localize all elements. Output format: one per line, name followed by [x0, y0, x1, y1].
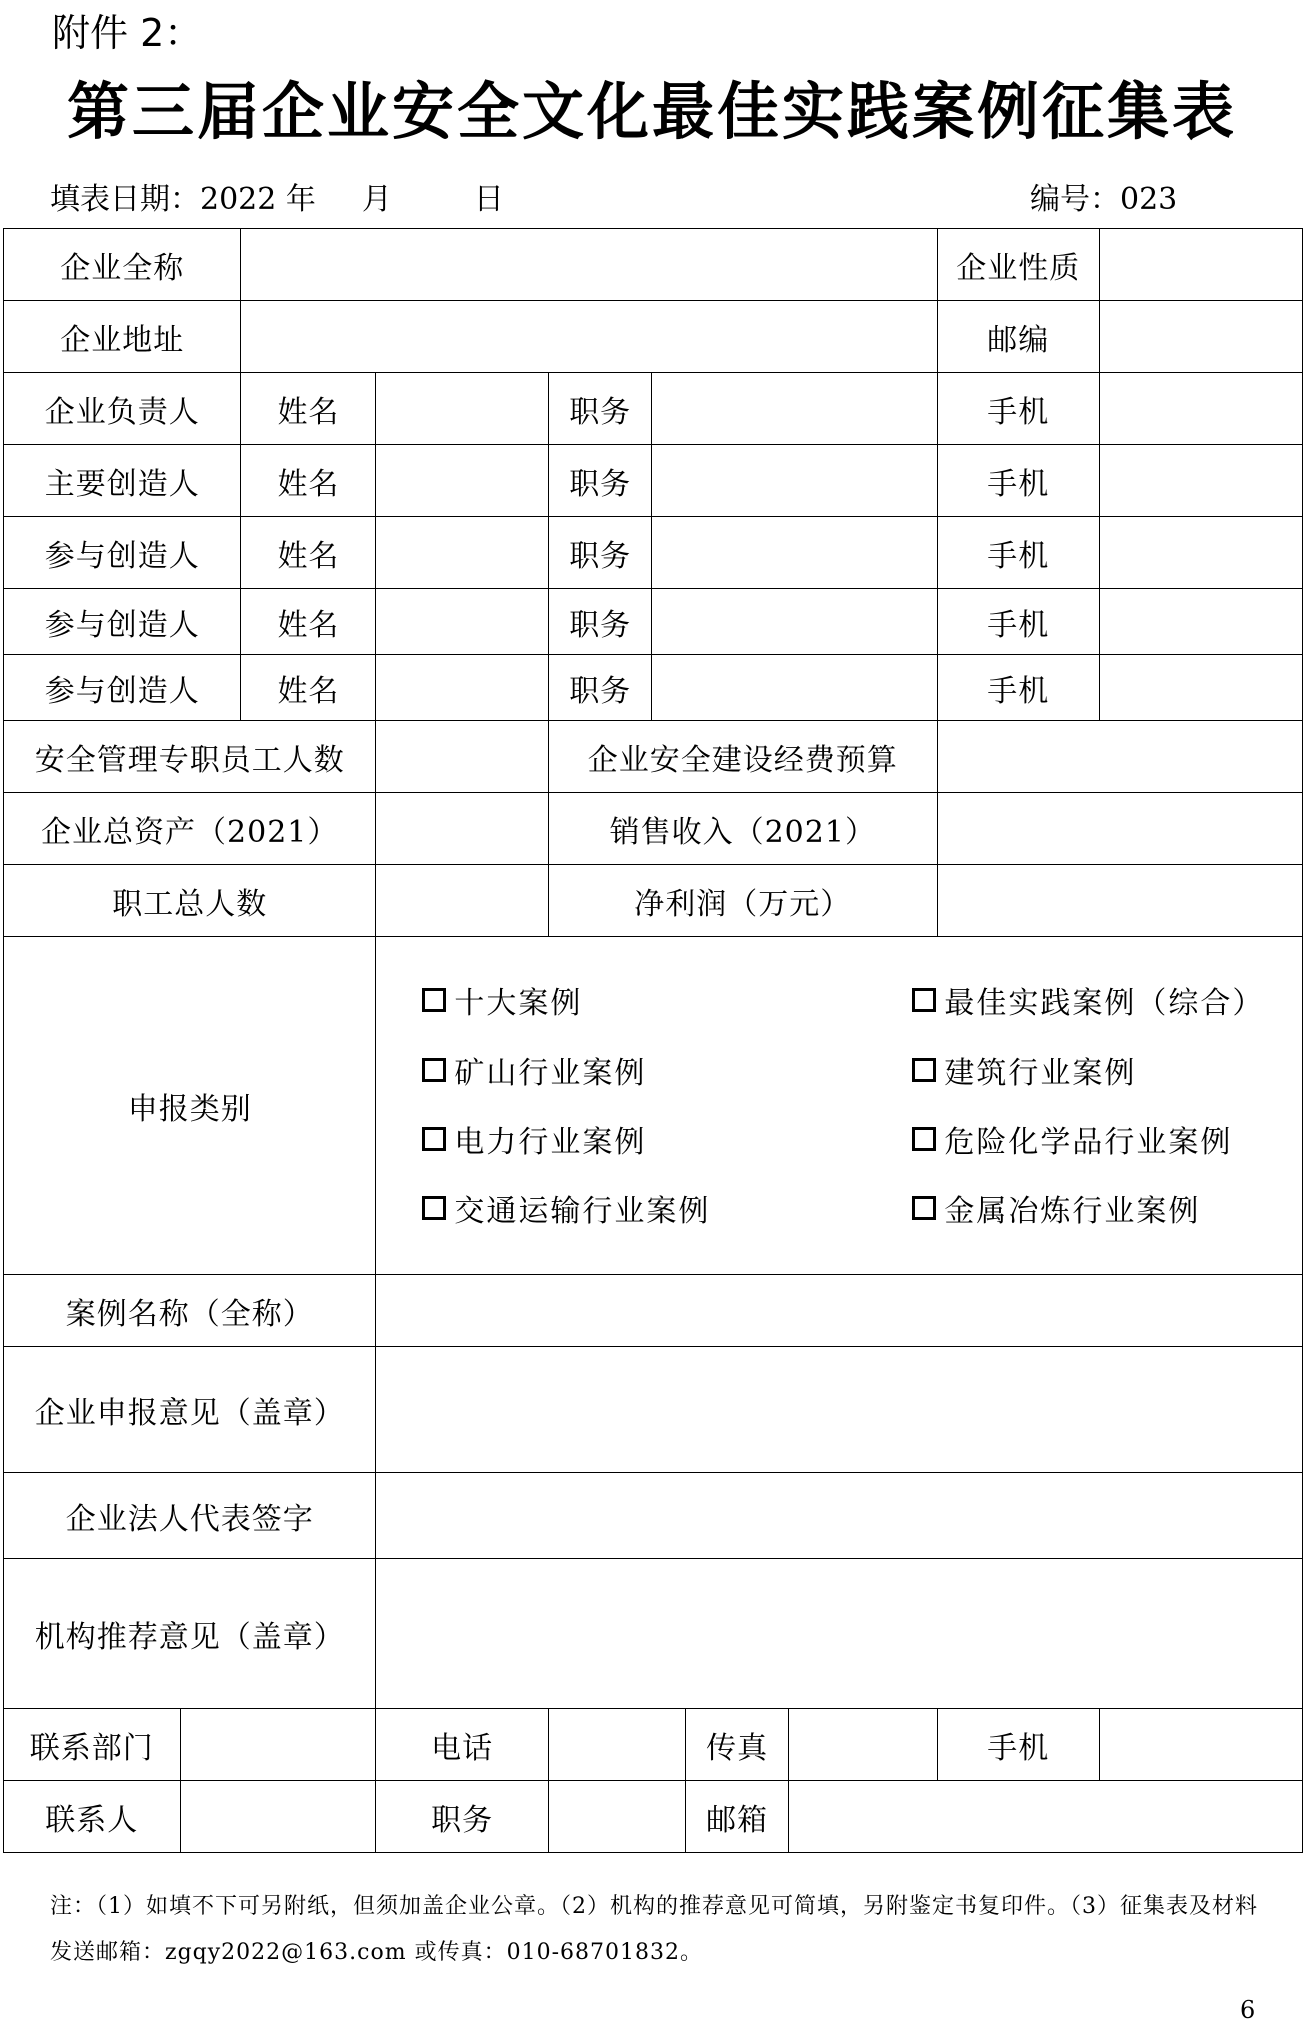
category-option[interactable]: [912, 1048, 1136, 1092]
input-email[interactable]: [789, 1781, 1303, 1853]
input-phone[interactable]: [548, 1709, 685, 1781]
row-participant-3: [4, 655, 1303, 721]
category-label: 建筑行业案例: [944, 1055, 1137, 1091]
label-participant: 参与创造人: [4, 589, 241, 655]
attachment-label: 附件 2：: [52, 11, 203, 55]
row-contact-person: [4, 1781, 1303, 1853]
label-position: 职务: [548, 655, 652, 721]
label-position: 职务: [548, 373, 652, 445]
fill-date-day: 日: [473, 182, 504, 217]
input-safety-budget[interactable]: [937, 721, 1302, 793]
input-fax[interactable]: [789, 1709, 937, 1781]
label-legal-rep-signature: 企业法人代表签字: [4, 1473, 376, 1559]
checkbox-icon[interactable]: [912, 1196, 936, 1220]
input-responsible-mobile[interactable]: [1099, 373, 1302, 445]
input-participant3-name[interactable]: [376, 655, 549, 721]
label-mobile: 手机: [937, 517, 1099, 589]
input-postcode[interactable]: [1099, 301, 1302, 373]
checkbox-icon[interactable]: [912, 988, 936, 1012]
category-label: 交通运输行业案例: [454, 1193, 711, 1229]
label-case-name: 案例名称（全称）: [4, 1275, 376, 1347]
label-total-assets: 企业总资产（2021）: [4, 793, 376, 865]
label-mobile: 手机: [937, 655, 1099, 721]
input-total-assets[interactable]: [376, 793, 549, 865]
label-company-name: 企业全称: [4, 229, 241, 301]
input-responsible-position[interactable]: [652, 373, 937, 445]
label-name: 姓名: [241, 373, 376, 445]
label-contact-dept: 联系部门: [4, 1709, 181, 1781]
category-label: 危险化学品行业案例: [944, 1124, 1233, 1160]
input-participant3-position[interactable]: [652, 655, 937, 721]
label-mobile: 手机: [937, 1709, 1099, 1781]
label-mobile: 手机: [937, 589, 1099, 655]
label-postcode: 邮编: [937, 301, 1099, 373]
fill-date-year: 填表日期：2022 年: [50, 182, 316, 217]
category-label: 金属冶炼行业案例: [944, 1193, 1201, 1229]
checkbox-icon[interactable]: [912, 1058, 936, 1082]
label-safety-staff-count: 安全管理专职员工人数: [4, 721, 376, 793]
label-company-opinion: 企业申报意见（盖章）: [4, 1347, 376, 1473]
category-option[interactable]: [422, 978, 582, 1022]
input-company-opinion[interactable]: [376, 1347, 1303, 1473]
row-company-opinion: [4, 1347, 1303, 1473]
category-label: 矿山行业案例: [454, 1055, 647, 1091]
checkbox-icon[interactable]: [912, 1127, 936, 1151]
label-mobile: 手机: [937, 373, 1099, 445]
input-net-profit[interactable]: [937, 865, 1302, 937]
input-company-address[interactable]: [241, 301, 937, 373]
input-participant2-mobile[interactable]: [1099, 589, 1302, 655]
footnote: 注：（1）如填不下可另附纸，但须加盖企业公章。（2）机构的推荐意见可简填，另附鉴定书复印件。（3）征集表及材料发送邮箱：zgqy2022@163.com 或传真：010-68701832。: [50, 1894, 1258, 1965]
row-legal-rep: [4, 1473, 1303, 1559]
fill-date: [50, 174, 504, 218]
row-case-name: [4, 1275, 1303, 1347]
input-creator-mobile[interactable]: [1099, 445, 1302, 517]
input-participant3-mobile[interactable]: [1099, 655, 1302, 721]
row-safety-staff: [4, 721, 1303, 793]
checkbox-icon[interactable]: [422, 1196, 446, 1220]
label-position: 职务: [548, 517, 652, 589]
input-safety-staff-count[interactable]: [376, 721, 549, 793]
input-org-recommendation[interactable]: [376, 1559, 1303, 1709]
page-number: 6: [1240, 1996, 1256, 2024]
input-contact-dept[interactable]: [180, 1709, 376, 1781]
fill-date-month: 月: [361, 182, 392, 217]
label-fax: 传真: [685, 1709, 789, 1781]
form-number: 编号：023: [1030, 182, 1178, 217]
label-position: 职务: [548, 589, 652, 655]
input-participant2-name[interactable]: [376, 589, 549, 655]
input-contact-position[interactable]: [548, 1781, 685, 1853]
page-title: 第三届企业安全文化最佳实践案例征集表: [66, 75, 1237, 148]
label-employee-count: 职工总人数: [4, 865, 376, 937]
label-sales-revenue: 销售收入（2021）: [548, 793, 937, 865]
input-participant1-mobile[interactable]: [1099, 517, 1302, 589]
label-main-creator: 主要创造人: [4, 445, 241, 517]
label-contact-position: 职务: [376, 1781, 549, 1853]
label-company-nature: 企业性质: [937, 229, 1099, 301]
input-participant2-position[interactable]: [652, 589, 937, 655]
row-participant-1: [4, 517, 1303, 589]
input-company-name[interactable]: [241, 229, 937, 301]
label-mobile: 手机: [937, 445, 1099, 517]
input-participant1-name[interactable]: [376, 517, 549, 589]
category-label: 电力行业案例: [454, 1124, 647, 1160]
row-org-recommendation: [4, 1559, 1303, 1709]
category-options: [376, 937, 1303, 1275]
label-name: 姓名: [241, 445, 376, 517]
application-form-table: [3, 228, 1303, 1853]
label-safety-budget: 企业安全建设经费预算: [548, 721, 937, 793]
input-case-name[interactable]: [376, 1275, 1303, 1347]
row-participant-2: [4, 589, 1303, 655]
row-company-name: [4, 229, 1303, 301]
row-responsible-person: [4, 373, 1303, 445]
input-sales-revenue[interactable]: [937, 793, 1302, 865]
row-main-creator: [4, 445, 1303, 517]
label-name: 姓名: [241, 655, 376, 721]
label-participant: 参与创造人: [4, 655, 241, 721]
input-company-nature[interactable]: [1099, 229, 1302, 301]
label-category: 申报类别: [4, 937, 376, 1275]
checkbox-icon[interactable]: [422, 988, 446, 1012]
checkbox-icon[interactable]: [422, 1058, 446, 1082]
row-category: [4, 937, 1303, 1275]
label-phone: 电话: [376, 1709, 549, 1781]
input-participant1-position[interactable]: [652, 517, 937, 589]
category-label: 十大案例: [454, 985, 583, 1021]
label-participant: 参与创造人: [4, 517, 241, 589]
category-option[interactable]: [912, 1186, 1200, 1230]
checkbox-icon[interactable]: [422, 1127, 446, 1151]
input-contact-person[interactable]: [180, 1781, 376, 1853]
row-assets: [4, 793, 1303, 865]
row-employees: [4, 865, 1303, 937]
input-responsible-name[interactable]: [376, 373, 549, 445]
row-company-address: [4, 301, 1303, 373]
input-contact-mobile[interactable]: [1099, 1709, 1302, 1781]
label-responsible-person: 企业负责人: [4, 373, 241, 445]
category-option[interactable]: [422, 1186, 710, 1230]
label-net-profit: 净利润（万元）: [548, 865, 937, 937]
label-name: 姓名: [241, 517, 376, 589]
label-contact-person: 联系人: [4, 1781, 181, 1853]
input-creator-name[interactable]: [376, 445, 549, 517]
input-creator-position[interactable]: [652, 445, 937, 517]
category-option[interactable]: [422, 1048, 646, 1092]
label-email: 邮箱: [685, 1781, 789, 1853]
category-option[interactable]: [912, 1117, 1232, 1161]
category-label: 最佳实践案例（综合）: [944, 985, 1265, 1021]
input-legal-rep-signature[interactable]: [376, 1473, 1303, 1559]
label-name: 姓名: [241, 589, 376, 655]
category-option[interactable]: [422, 1117, 646, 1161]
label-company-address: 企业地址: [4, 301, 241, 373]
label-org-recommendation: 机构推荐意见（盖章）: [4, 1559, 376, 1709]
category-option[interactable]: [912, 978, 1264, 1022]
input-employee-count[interactable]: [376, 865, 549, 937]
label-position: 职务: [548, 445, 652, 517]
row-contact-dept: [4, 1709, 1303, 1781]
